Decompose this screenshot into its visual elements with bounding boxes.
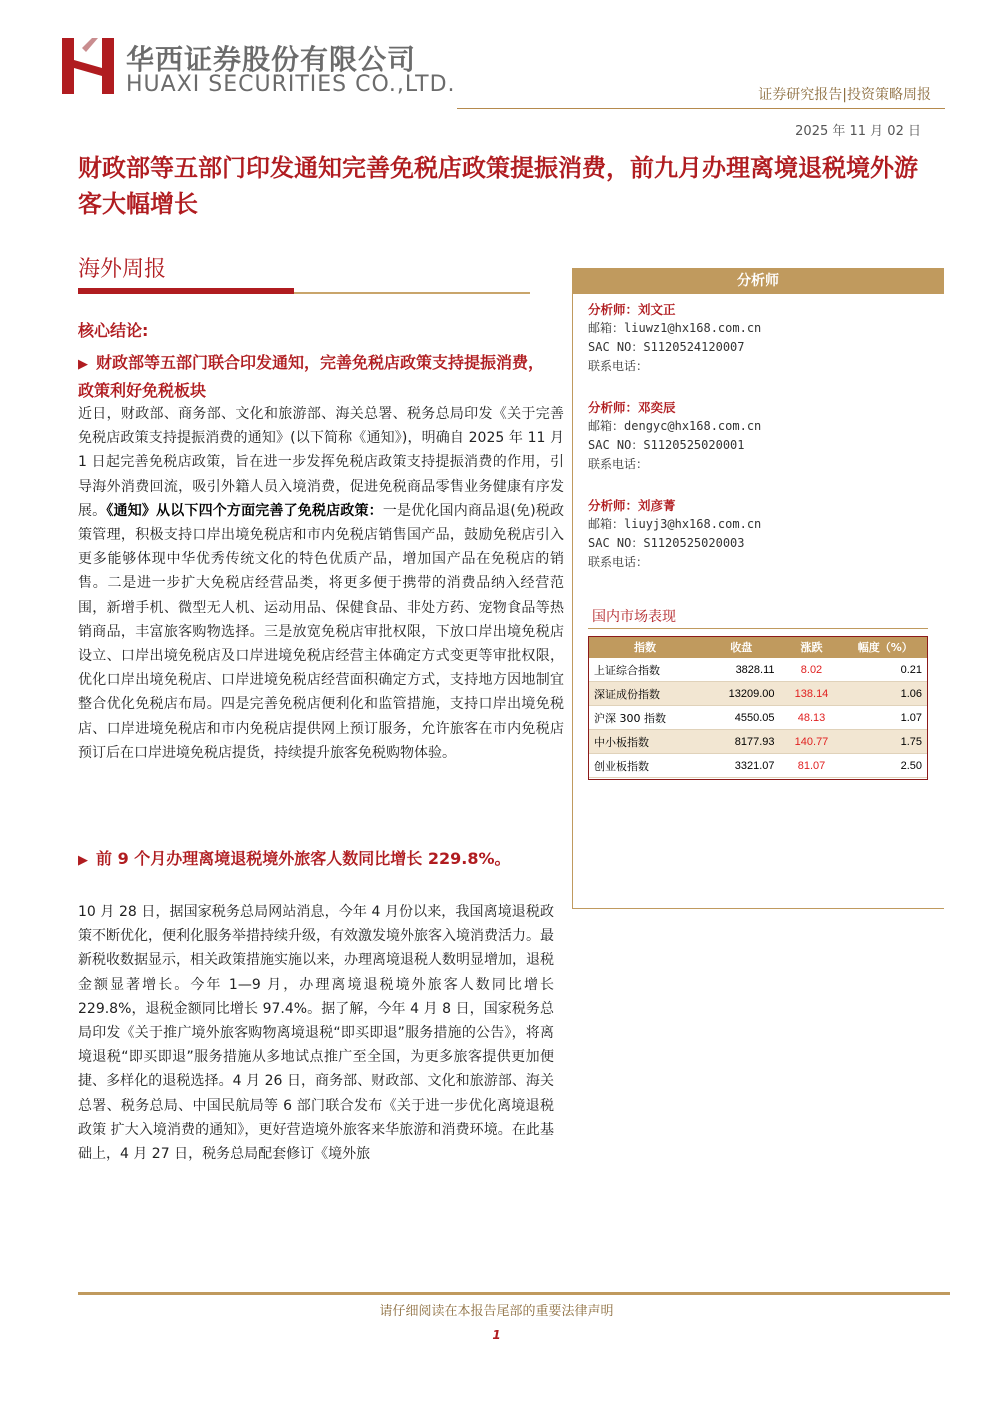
- core-conclusion-heading: 核心结论:: [78, 321, 149, 340]
- analyst-sac: SAC NO：S1120525020001: [588, 438, 745, 452]
- analyst-name: 分析师：刘文正: [588, 302, 676, 317]
- analyst-name: 分析师：邓奕辰: [588, 400, 676, 415]
- company-logo-icon: [62, 38, 114, 94]
- analyst-card: [588, 496, 928, 572]
- change-value: 81.07: [781, 754, 843, 778]
- phone-label: 联系电话：: [588, 359, 649, 373]
- section-underline-thin: [294, 292, 530, 294]
- analyst-sac: SAC NO：S1120525020003: [588, 536, 745, 550]
- company-name-cn: 华西证券股份有限公司: [126, 43, 417, 76]
- market-table: [588, 636, 928, 778]
- change-value: 48.13: [781, 706, 843, 730]
- page-number: 1: [492, 1328, 501, 1342]
- analyst-card: [588, 300, 928, 376]
- pct-value: 1.07: [842, 706, 928, 730]
- table-row: [588, 706, 928, 730]
- bullet-heading-2: [78, 846, 554, 874]
- market-table-title: 国内市场表现: [592, 609, 676, 625]
- analyst-card: [588, 398, 928, 474]
- market-title-divider: [588, 628, 928, 629]
- triangle-bullet-icon: ▶: [78, 357, 88, 372]
- pct-value: 2.50: [842, 754, 928, 778]
- phone-label: 联系电话：: [588, 555, 649, 569]
- table-row: [588, 730, 928, 754]
- col-header-pct: 幅度（%）: [842, 636, 928, 658]
- close-value: 3321.07: [702, 754, 781, 778]
- bullet-body-1: [78, 402, 564, 765]
- company-name-en: HUAXI SECURITIES CO.,LTD.: [126, 72, 456, 97]
- table-row: [588, 658, 928, 682]
- analyst-box-header: 分析师: [572, 268, 944, 294]
- bullet-heading-1: [78, 350, 554, 404]
- analyst-email[interactable]: liuyj3@hx168.com.cn: [624, 517, 762, 531]
- report-date: 2025 年 11 月 02 日: [795, 124, 921, 139]
- change-value: 8.02: [781, 658, 843, 682]
- pct-value: 1.06: [842, 682, 928, 706]
- index-name: 创业板指数: [588, 754, 702, 778]
- pct-value: 0.21: [842, 658, 928, 682]
- section-underline: [78, 288, 294, 294]
- index-name: 沪深 300 指数: [588, 706, 702, 730]
- analyst-name: 分析师：刘彦菁: [588, 498, 676, 513]
- analyst-box-bottom-border: [572, 908, 944, 909]
- analyst-sac: SAC NO：S1120524120007: [588, 340, 745, 354]
- email-label: 邮箱：: [588, 419, 625, 433]
- analyst-box-border: [572, 294, 573, 908]
- email-label: 邮箱：: [588, 321, 625, 335]
- analyst-email[interactable]: dengyc@hx168.com.cn: [624, 419, 762, 433]
- triangle-bullet-icon: ▶: [78, 853, 88, 868]
- analyst-email[interactable]: liuwz1@hx168.com.cn: [624, 321, 762, 335]
- footer-divider: [78, 1292, 950, 1295]
- index-name: 深证成份指数: [588, 682, 702, 706]
- close-value: 4550.05: [702, 706, 781, 730]
- col-header-change: 涨跌: [781, 636, 843, 658]
- index-name: 中小板指数: [588, 730, 702, 754]
- bullet-1-para-b: 一是优化国内商品退(免)税政策管理，积极支持口岸出境免税店和市内免税店销售国产品，鼓励免税店引入更多能够体现中华优秀传统文化的特色优质产品，增加国产品在免税店的销售。二是进一步扩大免税店经营品类，将更多便于携带的消费品纳入经营范围，新增手机、微型无人机、运动用品、保健食品、非处方药、宠物食品等热销商品，丰富旅客购物选择。三是放宽免税店审批权限，下放口岸出境免税店设立、口岸出境免税店及口岸进境免税店经营主体确定方式变更等审批权限，优化口岸出境免税店、口岸进境免税店经营面积确定方式，支持地方因地制宜整合优化免税店布局。四是完善免税店便利化和监管措施，支持口岸出境免税店、口岸进境免税店和市内免税店提供网上预订服务，允许旅客在市内免税店预订后在口岸进境免税店提货，持续提升旅客免税购物体验。: [78, 502, 565, 761]
- report-type: 证券研究报告|投资策略周报: [758, 87, 931, 103]
- col-header-index: 指数: [588, 636, 702, 658]
- index-name: 上证综合指数: [588, 658, 702, 682]
- table-row: [588, 754, 928, 778]
- pct-value: 1.75: [842, 730, 928, 754]
- header-divider: [457, 108, 945, 109]
- legal-notice: 请仔细阅读在本报告尾部的重要法律声明: [379, 1304, 614, 1319]
- section-tag: 海外周报: [78, 257, 167, 282]
- phone-label: 联系电话：: [588, 457, 649, 471]
- bullet-heading-1-text: 财政部等五部门联合印发通知，完善免税店政策支持提振消费，政策利好免税板块: [78, 353, 545, 400]
- email-label: 邮箱：: [588, 517, 625, 531]
- close-value: 8177.93: [702, 730, 781, 754]
- table-row: [588, 682, 928, 706]
- bullet-1-bold: 《通知》从以下四个方面完善了免税店政策：: [106, 502, 383, 519]
- bullet-body-2: 10 月 28 日，据国家税务总局网站消息，今年 4 月份以来，我国离境退税政策不断优化，便利化服务举措持续升级，有效激发境外旅客入境消费活力。最新税收数据显示，相关政策措施实施以来，办理离境退税人数明显增加，退税金额显著增长。今年 1—9 月，办理离境退税境外旅客人数同比增长 229.8%，退税金额同比增长 97.4%。据了解，今年 4 月 8 日，国家税务总局印发《关于推广境外旅客购物离境退税“即买即退”服务措施的公告》，将离境退税“即买即退”服务措施从多地试点推广至全国，为更多旅客提供更加便捷、多样化的退税选择。4 月 26 日，商务部、财政部、文化和旅游部、海关总署、税务总局、中国民航局等 6 部门联合发布《关于进一步优化离境退税政策 扩大入境消费的通知》，更好营造境外旅客来华旅游和消费环境。在此基础上，4 月 27 日，税务总局配套修订《境外旅: [78, 904, 554, 1163]
- report-title: 财政部等五部门印发通知完善免税店政策提振消费，前九月办理离境退税境外游客大幅增长: [78, 154, 918, 218]
- table-header-row: [588, 636, 928, 658]
- col-header-close: 收盘: [702, 636, 781, 658]
- bullet-heading-2-text: 前 9 个月办理离境退税境外旅客人数同比增长 229.8%。: [96, 849, 511, 868]
- change-value: 140.77: [781, 730, 843, 754]
- bullet-1-para-a: 近日，财政部、商务部、文化和旅游部、海关总署、税务总局印发《关于完善免税店政策支持提振消费的通知》(以下简称《通知》)，明确自 2025 年 11 月 1 日起完善免税店政策，旨在进一步发挥免税店政策支持提振消费的作用，引导海外消费回流，吸引外籍人员入境消费，促进免税商品零售业务健康有序发展。: [78, 406, 564, 519]
- close-value: 3828.11: [702, 658, 781, 682]
- close-value: 13209.00: [702, 682, 781, 706]
- change-value: 138.14: [781, 682, 843, 706]
